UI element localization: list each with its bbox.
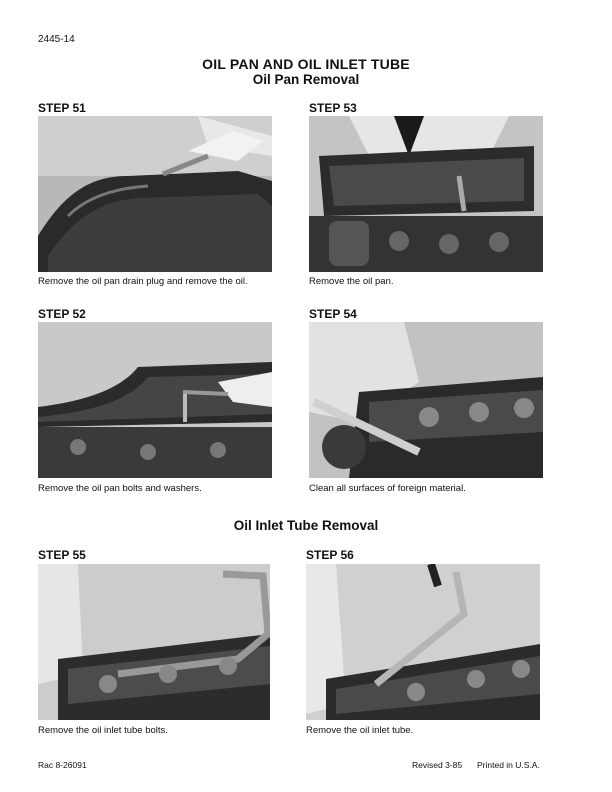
step-54-caption: Clean all surfaces of foreign material. [309, 483, 466, 494]
step-54-photo [309, 322, 543, 478]
page-number: 2445-14 [38, 34, 75, 45]
footer-printed-in: Printed in U.S.A. [477, 760, 540, 770]
step-53-photo [309, 116, 543, 272]
step-52-label: STEP 52 [38, 307, 86, 321]
step-51-caption: Remove the oil pan drain plug and remove the oil. [38, 276, 248, 287]
step-55-caption: Remove the oil inlet tube bolts. [38, 725, 168, 736]
step-54-label: STEP 54 [309, 307, 357, 321]
step-52-caption: Remove the oil pan bolts and washers. [38, 483, 202, 494]
page-title: OIL PAN AND OIL INLET TUBE [202, 56, 410, 72]
step-56-photo [306, 564, 540, 720]
step-55-label: STEP 55 [38, 548, 86, 562]
step-52-photo [38, 322, 272, 478]
step-53-caption: Remove the oil pan. [309, 276, 394, 287]
step-55-photo [38, 564, 270, 720]
step-51-label: STEP 51 [38, 101, 86, 115]
step-53-label: STEP 53 [309, 101, 357, 115]
step-56-label: STEP 56 [306, 548, 354, 562]
section-title-oil-pan-removal: Oil Pan Removal [252, 72, 360, 87]
step-56-caption: Remove the oil inlet tube. [306, 725, 414, 736]
footer-document-code: Rac 8-26091 [38, 760, 87, 770]
section-title-oil-inlet-tube-removal: Oil Inlet Tube Removal [233, 518, 379, 533]
footer-revised-date: Revised 3-85 [412, 760, 463, 770]
step-51-photo [38, 116, 272, 272]
